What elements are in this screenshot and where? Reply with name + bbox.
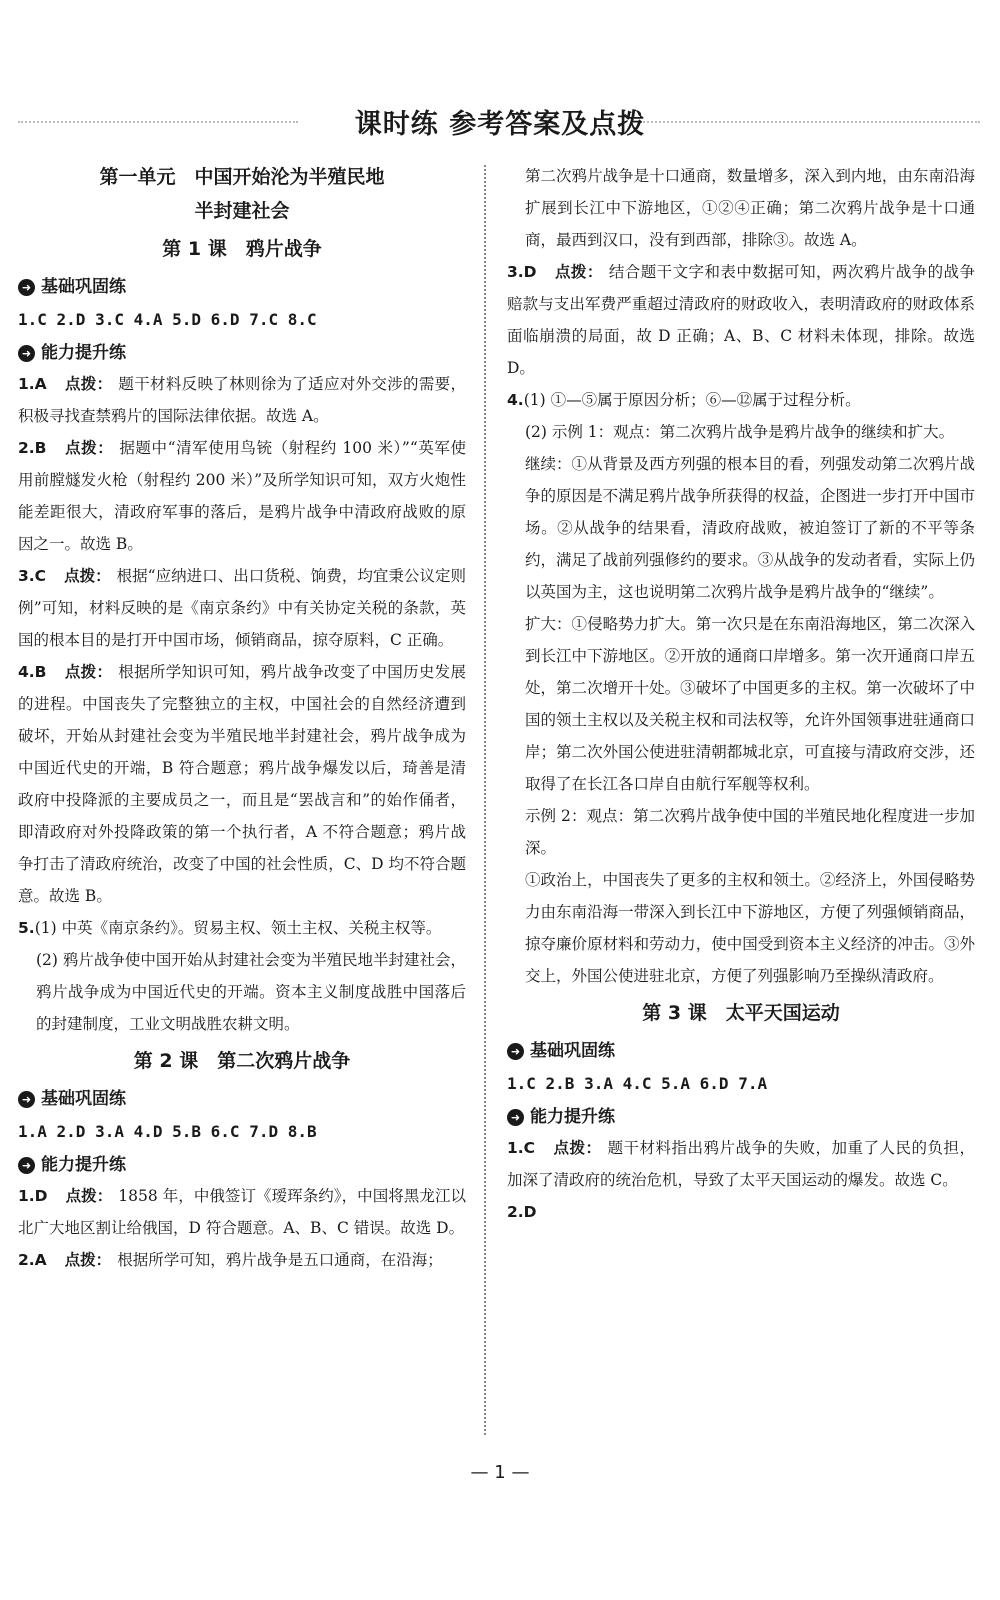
item-tag: 点拨：: [64, 566, 111, 585]
advanced-section-heading: [18, 338, 466, 368]
arrow-icon: ➜: [507, 1043, 524, 1060]
item-4-paragraph: 示例 2：观点：第二次鸦片战争使中国的半殖民地化程度进一步加深。: [525, 807, 975, 857]
basic-answers: 1.C 2.D 3.C 4.A 5.D 6.D 7.C 8.C: [18, 310, 317, 329]
item-tag: 点拨：: [553, 1138, 602, 1157]
basic-section-label: 基础巩固练: [41, 277, 126, 297]
basic-answers: 1.C 2.B 3.A 4.C 5.A 6.D 7.A: [507, 1074, 768, 1093]
item-text: 根据所学知识可知，鸦片战争改变了中国历史发展的进程。中国丧失了完整独立的主权，中国社会的自然经济遭到破坏，开始从封建社会变为半殖民地半封建社会，鸦片战争成为中国近代史的开端，B 符合题意；鸦片战争爆发以后，琦善是清政府中投降派的主要成员之一，而且是“罢战言和”的始作俑者，即清政府对外投降政策的第一个执行者，A 不符合题意；鸦片战争打击了清政府统治，改变了中国的社会性质，C、D 均不符合题意。故选 B。: [18, 663, 466, 905]
answer-item: [507, 384, 975, 416]
page-number: — 1 —: [470, 1462, 530, 1483]
item-text: 结合题干文字和表中数据可知，两次鸦片战争的战争赔款与支出军费严重超过清政府的财政收入，表明清政府的财政体系面临崩溃的局面，故 D 正确；A、B、C 材料未体现，排除。故选 D。: [507, 263, 975, 377]
unit-title-line1: 第一单元 中国开始沦为半殖民地: [99, 166, 385, 188]
item-text: 根据所学可知，鸦片战争是五口通商，在沿海；: [117, 1251, 443, 1269]
item-text: 据题中“清军使用鸟铳（射程约 100 米）”“英军使用前膛燧发火枪（射程约 200 米）”及所学知识可知，双方火炮性能差距很大，清政府军事的落后，是鸦片战争中清政府战败的原因之一。故选 B。: [18, 439, 466, 553]
arrow-icon: ➜: [18, 1091, 35, 1108]
item-text: 根据“应纳进口、出口货税、饷费，均宜秉公议定则例”可知，材料反映的是《南京条约》中有关协定关税的条款，英国的根本目的是打开中国市场，倾销商品，掠夺原料，C 正确。: [18, 567, 466, 649]
basic-section-label: 基础巩固练: [530, 1041, 615, 1061]
answer-item: [18, 432, 466, 560]
answer-item: [507, 256, 975, 384]
column-divider: [484, 165, 486, 1435]
item-tag: 点拨：: [64, 662, 113, 681]
advanced-section-heading: [18, 1150, 466, 1180]
item-text: 题干材料反映了林则徐为了适应对外交涉的需要，积极寻找查禁鸦片的国际法律依据。故选 A。: [18, 375, 466, 425]
item-tag: 点拨：: [64, 438, 114, 457]
page-title: 课时练 参考答案及点拨: [354, 109, 646, 140]
arrow-icon: ➜: [18, 279, 35, 296]
item-text: 1858 年，中俄签订《瑷珲条约》，中国将黑龙江以北广大地区割让给俄国，D 符合题意。A、B、C 错误。故选 D。: [18, 1187, 466, 1237]
item-text: 题干材料指出鸦片战争的失败，加重了人民的负担，加深了清政府的统治危机，导致了太平天国运动的爆发。故选 C。: [507, 1139, 975, 1189]
item-number: 1.A: [18, 375, 47, 393]
item-number: 1.D: [18, 1187, 48, 1205]
right-column: [507, 160, 975, 1228]
item-text: (1) ①—⑤属于原因分析；⑥—⑫属于过程分析。: [523, 391, 861, 409]
lesson-3-title: 第 3 课 太平天国运动: [642, 1002, 840, 1024]
advanced-section-label: 能力提升练: [530, 1107, 615, 1127]
item-number: 2.D: [507, 1203, 537, 1221]
item-tag: 点拨：: [64, 1250, 112, 1269]
answer-item: [18, 368, 466, 432]
unit-title-line2: 半封建社会: [194, 200, 290, 222]
answer-item: [18, 560, 466, 656]
basic-section-heading: [18, 272, 466, 302]
item-number: 2.A: [18, 1251, 47, 1269]
basic-section-heading: [18, 1084, 466, 1114]
advanced-section-label: 能力提升练: [41, 1155, 126, 1175]
basic-answers: 1.A 2.D 3.A 4.D 5.B 6.C 7.D 8.B: [18, 1122, 317, 1141]
answer-item: [507, 1132, 975, 1196]
item-4-paragraph: 继续：①从背景及西方列强的根本目的看，列强发动第二次鸦片战争的原因是不满足鸦片战争所获得的权益，企图进一步打开中国市场。②从战争的结果看，清政府战败，被迫签订了新的不平等条约，满足了战前列强修约的要求。③从战争的发动者看，实际上仍以英国为主，这也说明第二次鸦片战争是鸦片战争的“继续”。: [525, 455, 975, 601]
basic-section-label: 基础巩固练: [41, 1089, 126, 1109]
answer-item: [18, 912, 466, 944]
answer-item: [507, 1196, 975, 1228]
item-number: 2.B: [18, 439, 47, 457]
item-number: 4.B: [18, 663, 47, 681]
item-number: 3.C: [18, 567, 47, 585]
answer-item: [18, 656, 466, 912]
arrow-icon: ➜: [507, 1109, 524, 1126]
answer-item: [18, 1180, 466, 1244]
item-tag: 点拨：: [65, 1186, 113, 1205]
advanced-section-heading: [507, 1102, 975, 1132]
lesson-1-title: 第 1 课 鸦片战争: [162, 238, 322, 260]
item-4-paragraph: ①政治上，中国丧失了更多的主权和领土。②经济上，外国侵略势力由东南沿海一带深入到长江中下游地区，方便了列强倾销商品，掠夺廉价原材料和劳动力，使中国受到资本主义经济的冲击。③外交上，外国公使进驻北京，方便了列强影响乃至操纵清政府。: [525, 871, 975, 985]
lesson-2-title: 第 2 课 第二次鸦片战争: [133, 1050, 351, 1072]
item-number: 3.D: [507, 263, 537, 281]
item-5-part-2: (2) 鸦片战争使中国开始从封建社会变为半殖民地半封建社会，鸦片战争成为中国近代史的开端。资本主义制度战胜中国落后的封建制度，工业文明战胜农耕文明。: [36, 951, 466, 1033]
item-4-paragraph: 扩大：①侵略势力扩大。第一次只是在东南沿海地区，第二次深入到长江中下游地区。②开放的通商口岸增多。第一次开通商口岸五处，第二次增开十处。③破坏了中国更多的主权。第一次破坏了中国的领土主权以及关税主权和司法权等，允许外国领事进驻通商口岸；第二次外国公使进驻清朝都城北京，可直接与清政府交涉，还取得了在长江各口岸自由航行军舰等权利。: [525, 615, 975, 793]
item-4-paragraph: (2) 示例 1：观点：第二次鸦片战争是鸦片战争的继续和扩大。: [525, 423, 955, 441]
advanced-section-label: 能力提升练: [41, 343, 126, 363]
answer-item: [18, 1244, 466, 1276]
item-number: 1.C: [507, 1139, 536, 1157]
arrow-icon: ➜: [18, 1157, 35, 1174]
left-column: [18, 160, 466, 1276]
arrow-icon: ➜: [18, 345, 35, 362]
item-number: 5.: [18, 919, 35, 937]
item-number: 4.: [507, 391, 524, 409]
item-tag: 点拨：: [554, 262, 603, 281]
item-text: (1) 中英《南京条约》。贸易主权、领土主权、关税主权等。: [34, 919, 442, 937]
basic-section-heading: [507, 1036, 975, 1066]
continued-text: 第二次鸦片战争是十口通商，数量增多，深入到内地，由东南沿海扩展到长江中下游地区，①②④正确；第二次鸦片战争是十口通商，最西到汉口，没有到西部，排除③。故选 A。: [525, 167, 975, 249]
item-tag: 点拨：: [64, 374, 113, 393]
